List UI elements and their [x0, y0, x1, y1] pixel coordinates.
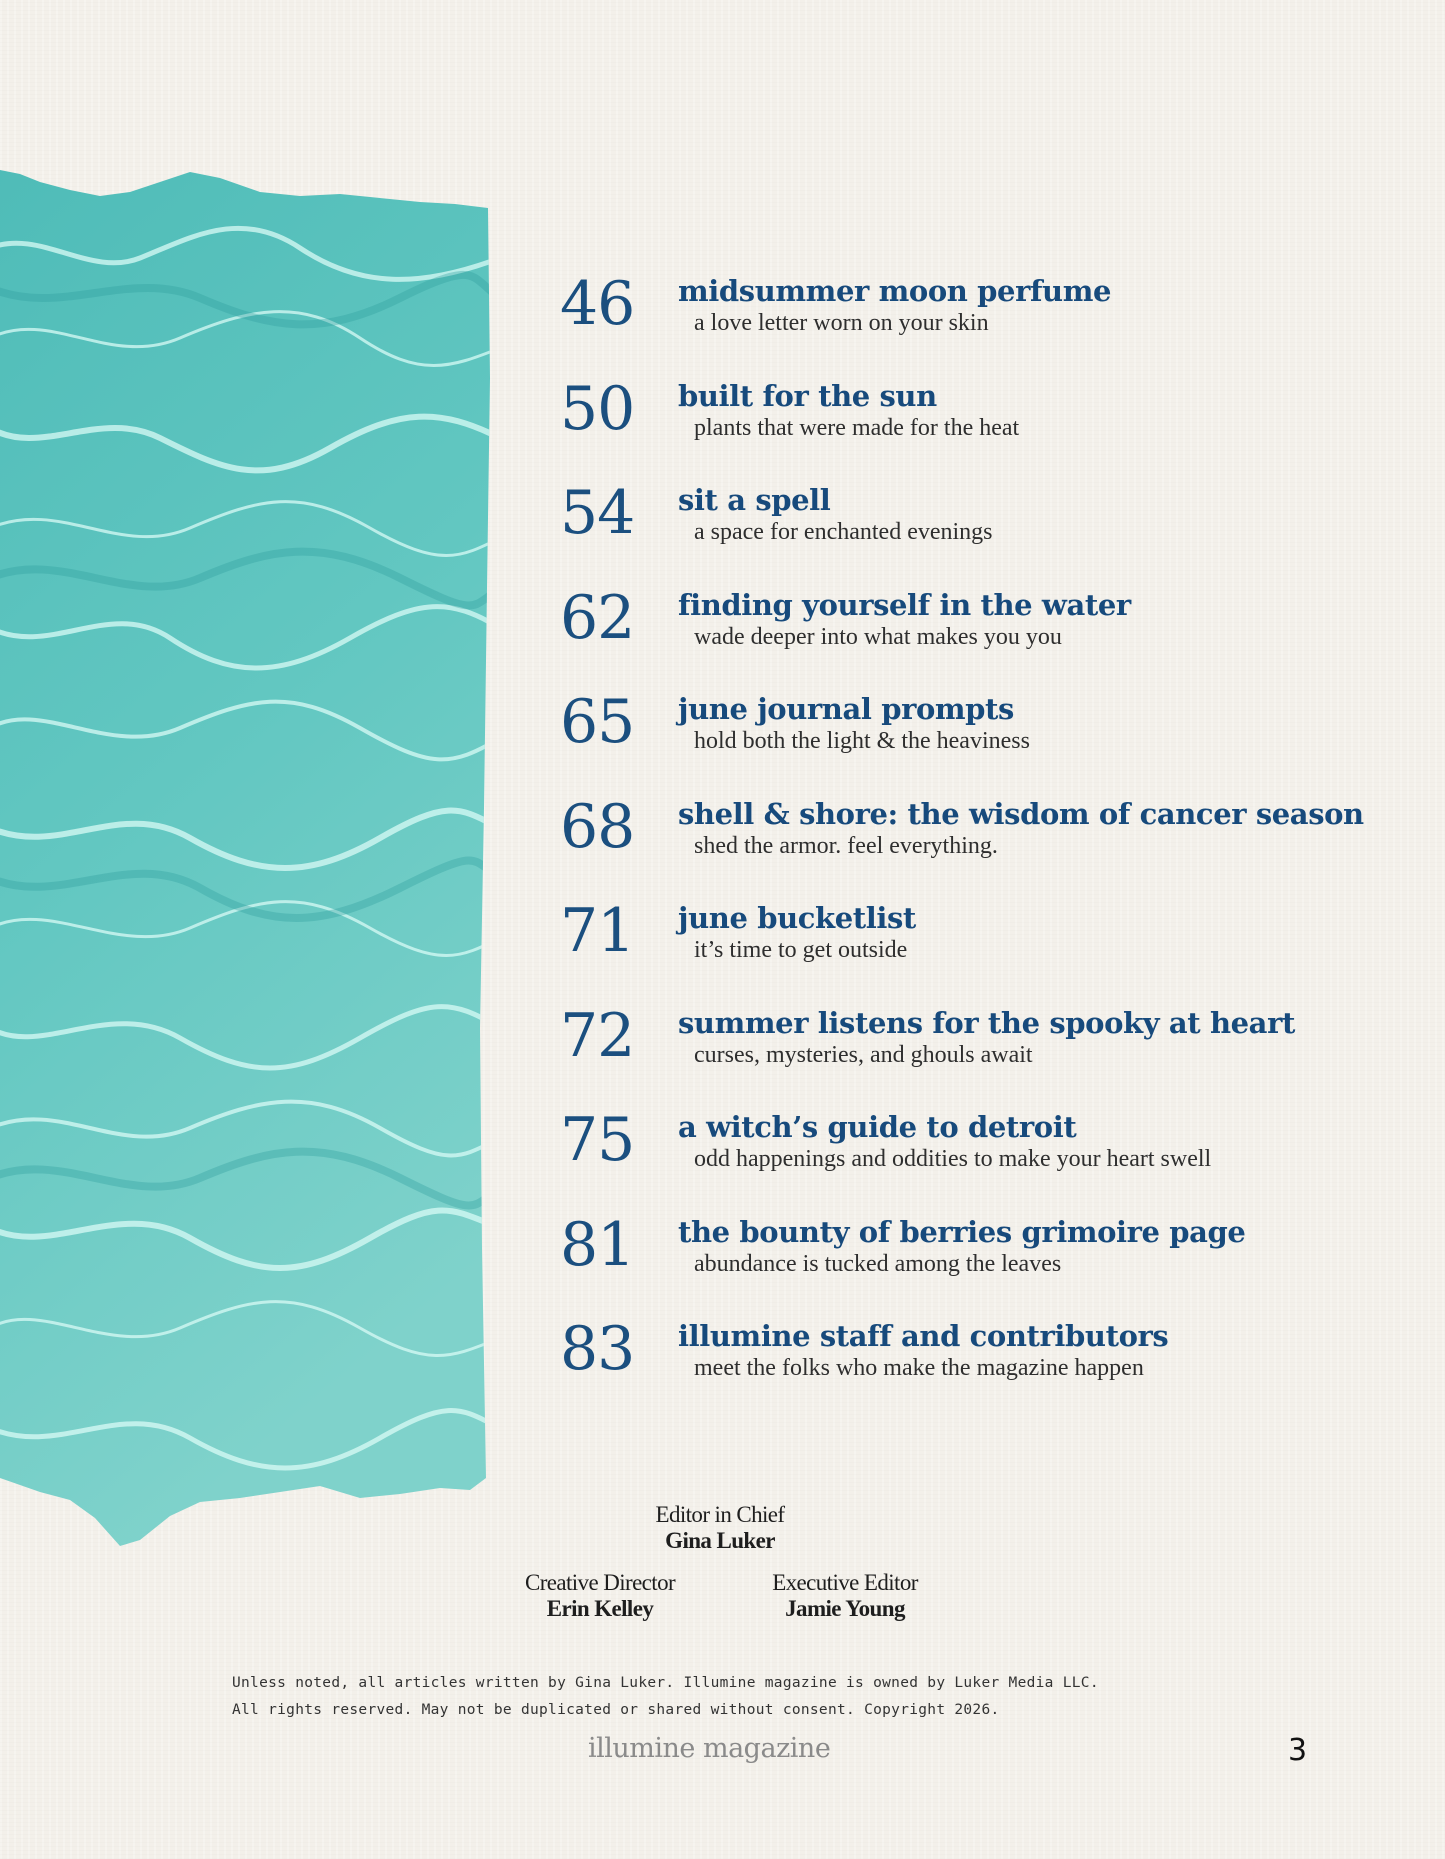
toc-subtitle: it’s time to get outside [694, 937, 908, 963]
toc-subtitle: hold both the light & the heaviness [694, 728, 1030, 754]
toc-entry[interactable] [560, 1313, 1420, 1418]
masthead-name: Gina Luker [665, 1528, 775, 1553]
toc-entry[interactable] [560, 477, 1420, 582]
masthead-name: Erin Kelley [546, 1596, 654, 1621]
toc-page-number: 81 [560, 1209, 635, 1280]
masthead-role: Executive Editor [772, 1570, 918, 1595]
masthead-editor-in-chief [610, 1502, 830, 1554]
toc-title: the bounty of berries grimoire page [678, 1214, 1246, 1249]
toc-page-number: 62 [560, 582, 635, 653]
toc-subtitle: a space for enchanted evenings [694, 519, 993, 545]
masthead-executive-editor [740, 1570, 950, 1622]
water-photo [0, 168, 490, 1548]
toc-entry[interactable] [560, 268, 1420, 373]
legal-notice [232, 1670, 1232, 1724]
toc-subtitle: shed the armor. feel everything. [694, 832, 998, 859]
toc-entry[interactable] [560, 373, 1420, 478]
legal-line: Unless noted, all articles written by Gina Luker. Illumine magazine is owned by Luker Media LLC. [232, 1675, 1099, 1691]
toc-title: june journal prompts [678, 692, 1014, 726]
toc-page-number: 65 [560, 687, 635, 757]
legal-line: All rights reserved. May not be duplicated or shared without consent. Copyright 2026. [232, 1702, 1000, 1718]
toc-entry[interactable] [560, 1209, 1420, 1314]
toc-page-number: 46 [560, 269, 635, 339]
toc-entry[interactable] [560, 686, 1420, 791]
toc-title: a witch’s guide to detroit [678, 1110, 1077, 1144]
toc-title: midsummer moon perfume [678, 274, 1112, 308]
toc-page-number: 54 [560, 478, 635, 548]
toc-title: built for the sun [678, 378, 937, 413]
toc-subtitle: plants that were made for the heat [694, 414, 1020, 441]
toc-subtitle: curses, mysteries, and ghouls await [694, 1041, 1033, 1068]
toc-page-number: 68 [560, 791, 635, 862]
toc-title: shell & shore: the wisdom of cancer season [678, 796, 1364, 831]
toc-subtitle: abundance is tucked among the leaves [694, 1250, 1062, 1277]
toc-entry[interactable] [560, 895, 1420, 1000]
toc-entry[interactable] [560, 1000, 1420, 1105]
masthead-role: Creative Director [524, 1570, 676, 1595]
toc-page-number: 72 [560, 1000, 635, 1071]
toc-entry[interactable] [560, 791, 1420, 896]
toc-page-number: 83 [560, 1314, 635, 1384]
toc-subtitle: meet the folks who make the magazine happen [694, 1355, 1144, 1381]
toc-title: finding yourself in the water [678, 587, 1131, 622]
table-of-contents [560, 268, 1420, 1418]
page-number: 3 [1288, 1733, 1308, 1768]
toc-subtitle: odd happenings and oddities to make your heart swell [694, 1146, 1212, 1172]
toc-title: illumine staff and contributors [678, 1319, 1169, 1353]
masthead-creative-director [495, 1570, 705, 1622]
toc-subtitle: a love letter worn on your skin [694, 310, 989, 336]
masthead-role: Editor in Chief [655, 1502, 785, 1527]
toc-page-number: 50 [560, 373, 635, 444]
toc-subtitle: wade deeper into what makes you you [694, 623, 1062, 650]
masthead-name: Jamie Young [785, 1596, 905, 1621]
toc-entry[interactable] [560, 1104, 1420, 1209]
toc-title: summer listens for the spooky at heart [678, 1005, 1295, 1040]
toc-title: june bucketlist [678, 901, 916, 935]
toc-page-number: 75 [560, 1105, 635, 1175]
toc-entry[interactable] [560, 582, 1420, 687]
toc-page-number: 71 [560, 896, 635, 966]
footer-magazine-name: illumine magazine [588, 1733, 831, 1764]
toc-title: sit a spell [678, 483, 831, 517]
